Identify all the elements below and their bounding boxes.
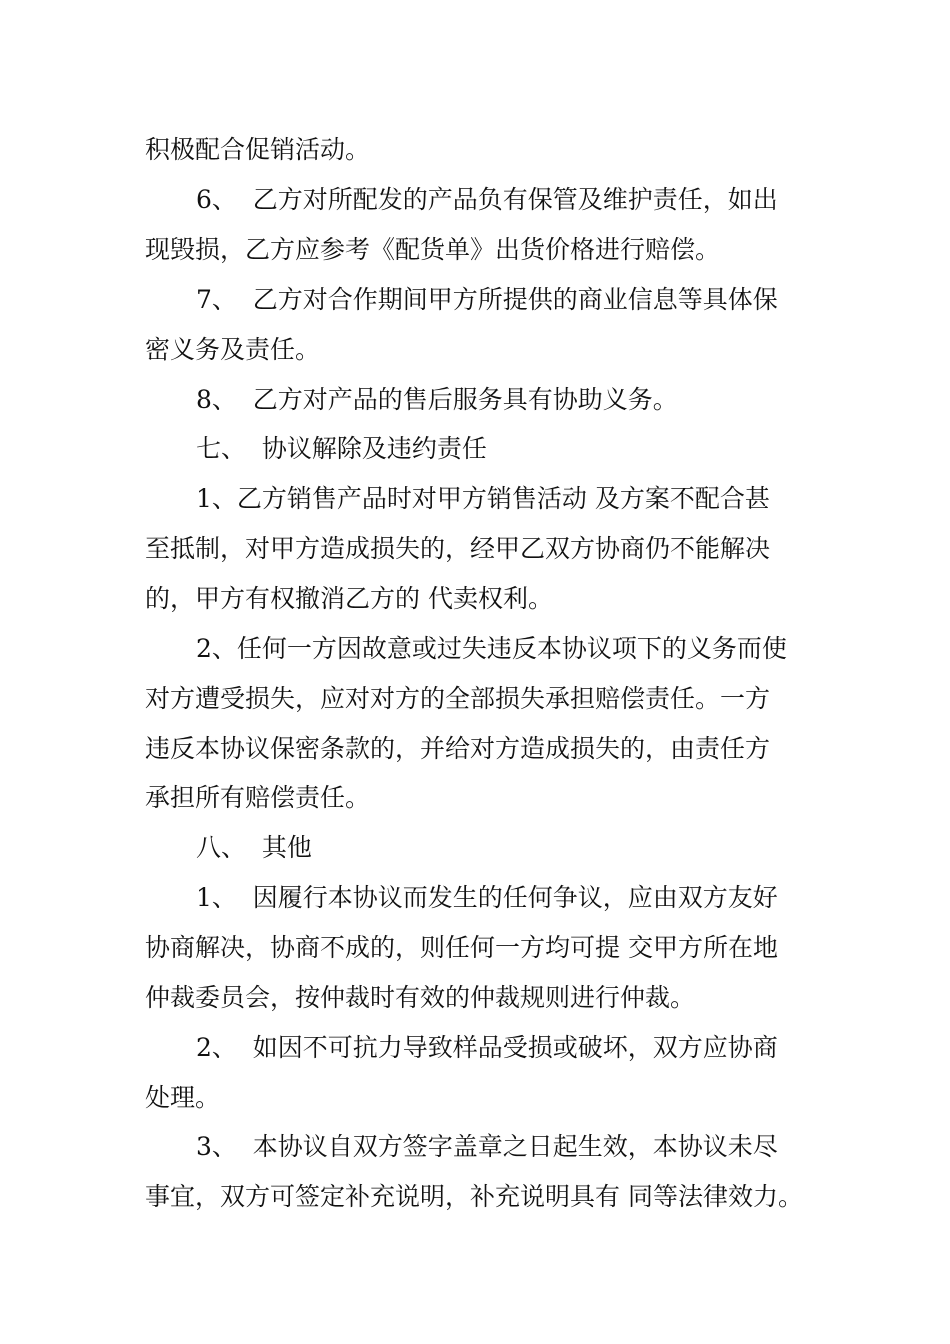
text-line: 对方遭受损失，应对对方的全部损失承担赔偿责任。一方: [145, 684, 771, 713]
text-line: 1、 因履行本协议而发生的任何争议，应由双方友好: [196, 883, 778, 912]
text-line: 处理。: [145, 1083, 221, 1112]
section-heading: 八、 其他: [196, 833, 312, 862]
text-line: 7、 乙方对合作期间甲方所提供的商业信息等具体保: [196, 285, 778, 314]
text-line: 的，甲方有权撤消乙方的 代卖权利。: [145, 584, 553, 613]
text-line: 仲裁委员会，按仲裁时有效的仲裁规则进行仲裁。: [145, 983, 696, 1012]
section-heading: 七、 协议解除及违约责任: [196, 434, 487, 463]
text-line: 8、 乙方对产品的售后服务具有协助义务。: [196, 385, 678, 414]
text-line: 2、任何一方因故意或过失违反本协议项下的义务而使: [196, 634, 787, 663]
text-line: 协商解决，协商不成的，则任何一方均可提 交甲方所在地: [145, 933, 778, 962]
text-line: 违反本协议保密条款的，并给对方造成损失的，由责任方: [145, 734, 771, 763]
text-line: 1、乙方销售产品时对甲方销售活动 及方案不配合甚: [196, 484, 770, 513]
text-line: 承担所有赔偿责任。: [145, 783, 371, 812]
text-line: 密义务及责任。: [145, 335, 321, 364]
text-line: 事宜，双方可签定补充说明，补充说明具有 同等法律效力。: [145, 1182, 803, 1211]
text-line: 积极配合促销活动。: [145, 135, 371, 164]
text-line: 现毁损，乙方应参考《配货单》出货价格进行赔偿。: [145, 235, 721, 264]
text-line: 3、 本协议自双方签字盖章之日起生效，本协议未尽: [196, 1132, 778, 1161]
text-line: 至抵制，对甲方造成损失的，经甲乙双方协商仍不能解决: [145, 534, 771, 563]
text-line: 2、 如因不可抗力导致样品受损或破坏，双方应协商: [196, 1033, 778, 1062]
text-line: 6、 乙方对所配发的产品负有保管及维护责任，如出: [196, 185, 778, 214]
